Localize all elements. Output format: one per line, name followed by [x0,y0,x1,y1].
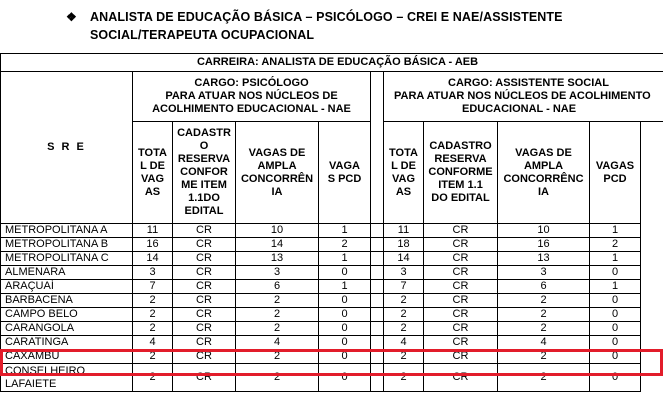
left-total-cell: 2 [133,308,173,322]
left-cadastro-cell: CR [173,238,236,252]
column-gap [371,336,384,350]
table-row [1,280,663,294]
left-total-cell: 16 [133,238,173,252]
right-ampla-cell: 13 [498,252,590,266]
header-line: ITEM 1.1 [438,179,483,191]
left-pcd-cell: 0 [319,336,371,350]
right-cadastro-cell: CR [424,238,498,252]
right-pcd-cell: 1 [590,252,641,266]
table-row [1,308,663,322]
left-cadastro-cell: CR [173,280,236,294]
right-ampla-cell: 16 [498,238,590,252]
left-cadastro-cell: CR [173,322,236,336]
right-ampla-cell: 2 [498,322,590,336]
column-gap [371,252,384,266]
right-pcd-cell: 2 [590,238,641,252]
right-cadastro-cell: CR [424,224,498,238]
left-ampla-cell: 2 [236,322,319,336]
right-ampla-cell: 2 [498,294,590,308]
right-ampla-cell: 2 [498,364,590,392]
sre-header: S R E [1,72,133,224]
right-total-vagas-header [384,122,424,224]
left-cadastro-cell: CR [173,350,236,364]
cargo-left-line: CARGO: PSICÓLOGO [194,77,309,89]
left-pcd-cell: 0 [319,308,371,322]
sre-cell: ARAÇUAÍ [1,280,133,294]
header-line: CONFORME [428,166,493,178]
right-total-cell: 14 [384,252,424,266]
right-total-cell: 11 [384,224,424,238]
sre-cell: METROPOLITANA C [1,252,133,266]
left-total-cell: 4 [133,336,173,350]
header-line: IA [271,185,283,198]
header-line: O [199,140,209,152]
cargo-right-line: EDUCACIONAL - NAE [462,103,577,115]
left-pcd-cell: 0 [319,266,371,280]
header-line: AS [395,185,412,198]
sre-cell: CAMPO BELO [1,308,133,322]
left-vagas-ampla-header [236,122,319,224]
right-cadastro-cell: CR [424,364,498,392]
left-total-cell: 11 [133,224,173,238]
header-line: CONFOR [180,166,228,178]
header-line: AMPLA [257,159,297,172]
header-line: 1.1DO [188,192,220,204]
column-gap [371,350,384,364]
section-heading [66,8,656,44]
table-row [1,364,663,392]
header-line: RESERVA [177,153,231,165]
right-cadastro-cell: CR [424,252,498,266]
left-ampla-cell: 4 [236,336,319,350]
left-total-cell: 3 [133,266,173,280]
right-ampla-cell: 2 [498,350,590,364]
left-cadastro-cell: CR [173,224,236,238]
table-row [1,336,663,350]
left-ampla-cell: 14 [236,238,319,252]
right-pcd-cell: 1 [590,280,641,294]
left-total-cell: 14 [133,252,173,266]
cargo-left-line: ACOLHIMENTO EDUCACIONAL - NAE [152,103,351,115]
left-pcd-cell: 0 [319,322,371,336]
cargo-left-line: PARA ATUAR NOS NÚCLEOS DE [165,90,338,102]
heading-text: ANALISTA DE EDUCAÇÃO BÁSICA – PSICÓLOGO – CREI E NAE/ASSISTENTE SOCIAL/TERAPEUTA OCUPACIONAL [90,10,563,42]
right-ampla-cell: 10 [498,224,590,238]
career-title: CARREIRA: ANALISTA DE EDUCAÇÃO BÁSICA - AEB [1,54,663,72]
header-line: VAGA [329,159,360,172]
header-line: IA [538,185,549,198]
right-vagas-pcd-header [590,122,641,224]
left-ampla-cell: 2 [236,308,319,322]
cargo-assistente-header [384,72,663,122]
column-gap [371,280,384,294]
right-ampla-cell: 3 [498,266,590,280]
left-cadastro-cell: CR [173,294,236,308]
left-vagas-pcd-header [319,122,371,224]
left-total-cell: 7 [133,280,173,294]
header-line: AMPLA [523,159,564,172]
left-total-cell: 2 [133,322,173,336]
header-line: VAG [391,172,416,185]
right-vagas-ampla-header [498,122,590,224]
header-line: VAGAS DE [248,146,306,159]
left-total-vagas-header [133,122,173,224]
right-total-cell: 4 [384,336,424,350]
right-pcd-cell: 0 [590,336,641,350]
right-cadastro-cell: CR [424,350,498,364]
right-cadastro-cell: CR [424,280,498,294]
right-total-cell: 2 [384,308,424,322]
left-cadastro-cell: CR [173,336,236,350]
left-cadastro-reserva-header [173,122,236,224]
left-pcd-cell: 1 [319,224,371,238]
left-ampla-cell: 6 [236,280,319,294]
right-ampla-cell: 4 [498,336,590,350]
right-cadastro-cell: CR [424,322,498,336]
header-line: DO EDITAL [431,192,490,204]
vacancy-table [0,53,663,392]
right-pcd-cell: 0 [590,294,641,308]
sre-cell: CARANGOLA [1,322,133,336]
left-cadastro-cell: CR [173,364,236,392]
cargo-right-line: PARA ATUAR NOS NÚCLEOS DE ACOLHIMENTO [394,90,651,102]
header-line: ME ITEM [181,179,227,191]
right-ampla-cell: 6 [498,280,590,294]
header-line: VAGAS DE [515,146,572,159]
left-cadastro-cell: CR [173,252,236,266]
right-total-cell: 18 [384,238,424,252]
left-pcd-cell: 0 [319,364,371,392]
table-row [1,252,663,266]
sre-cell: CARATINGA [1,336,133,350]
sre-cell: CONSELHEIRO LAFAIETE [1,364,133,392]
header-line: CADASTR [177,127,231,139]
left-pcd-cell: 1 [319,252,371,266]
right-pcd-cell: 0 [590,308,641,322]
right-total-cell: 2 [384,364,424,392]
right-pcd-cell: 0 [590,364,641,392]
right-pcd-cell: 0 [590,266,641,280]
left-pcd-cell: 0 [319,350,371,364]
left-ampla-cell: 2 [236,364,319,392]
cargo-psicologo-header [133,72,371,122]
table-row [1,266,663,280]
right-cadastro-cell: CR [424,294,498,308]
left-total-cell: 2 [133,364,173,392]
left-pcd-cell: 0 [319,294,371,308]
header-line: VAG [140,172,165,185]
header-line: PCD [603,172,627,185]
header-line: VAGAS [595,159,635,172]
left-pcd-cell: 1 [319,280,371,294]
column-gap [371,266,384,280]
column-gap [371,364,384,392]
table-row [1,238,663,252]
right-total-cell: 2 [384,294,424,308]
sre-cell: BARBACENA [1,294,133,308]
left-ampla-cell: 3 [236,266,319,280]
header-line: L DE [140,159,165,172]
left-ampla-cell: 2 [236,350,319,364]
column-gap [371,238,384,252]
right-total-cell: 3 [384,266,424,280]
column-gap [371,294,384,308]
table-row [1,294,663,308]
right-cadastro-cell: CR [424,336,498,350]
sre-cell: CAXAMBU [1,350,133,364]
left-total-cell: 2 [133,294,173,308]
right-pcd-cell: 1 [590,224,641,238]
left-total-cell: 2 [133,350,173,364]
right-total-cell: 7 [384,280,424,294]
table-row [1,350,663,364]
header-line: S PCD [327,172,362,185]
left-pcd-cell: 2 [319,238,371,252]
column-gap [371,72,384,224]
column-gap [371,308,384,322]
header-line: CADASTRO [429,140,492,152]
left-ampla-cell: 2 [236,294,319,308]
right-pcd-cell: 0 [590,350,641,364]
header-line: EDITAL [184,205,224,217]
header-line: L DE [391,159,416,172]
column-gap [371,224,384,238]
sre-cell: METROPOLITANA A [1,224,133,238]
header-line: RESERVA [434,153,487,165]
right-cadastro-cell: CR [424,308,498,322]
table-row [1,224,663,238]
right-pcd-cell: 0 [590,322,641,336]
header-line: TOTA [138,146,167,159]
cargo-right-line: CARGO: ASSISTENTE SOCIAL [448,77,609,89]
header-line: AS [144,185,161,198]
header-line: TOTA [389,146,418,159]
left-ampla-cell: 10 [236,224,319,238]
left-cadastro-cell: CR [173,308,236,322]
right-cadastro-reserva-header [424,122,498,224]
sre-cell: METROPOLITANA B [1,238,133,252]
right-total-cell: 2 [384,322,424,336]
header-line: CONCORRÊNC [503,172,584,185]
left-ampla-cell: 13 [236,252,319,266]
diamond-bullet-icon: ❖ [66,10,77,24]
right-cadastro-cell: CR [424,266,498,280]
right-total-cell: 2 [384,350,424,364]
right-ampla-cell: 2 [498,308,590,322]
header-line: CONCORRÊN [240,172,314,185]
table-row [1,322,663,336]
left-cadastro-cell: CR [173,266,236,280]
sre-cell: ALMENARA [1,266,133,280]
column-gap [371,322,384,336]
